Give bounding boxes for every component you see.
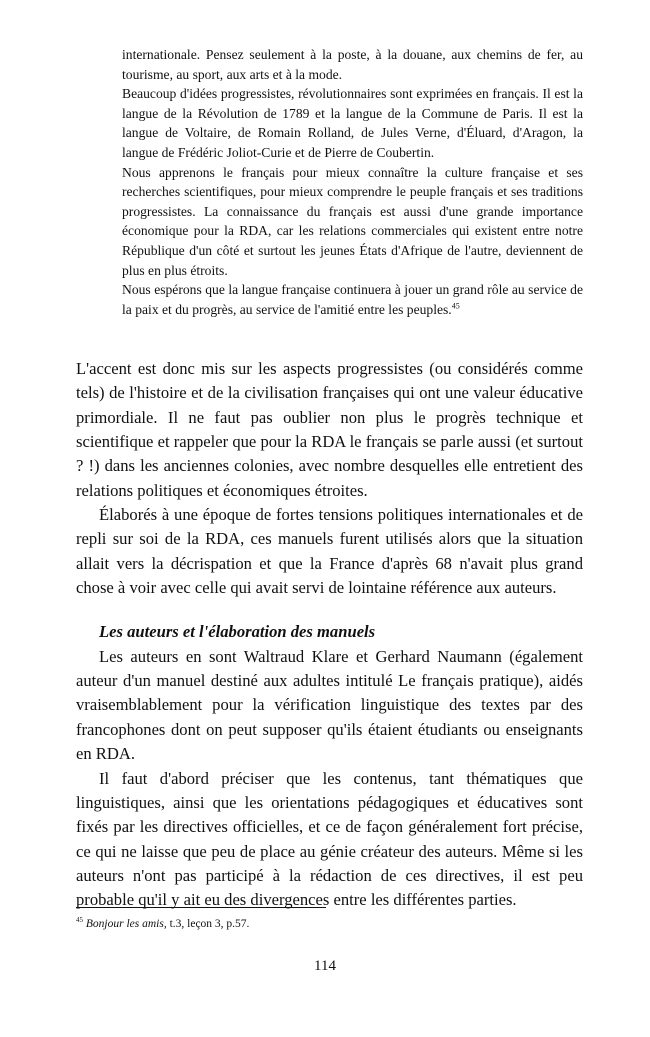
quote-paragraph-2: Beaucoup d'idées progressistes, révolutionnaires sont exprimées en français. Il est la langue de la Révolution de 1789 et la langue de la Commune de Paris. Il est la langue de Voltaire, de Romain Rolland, de Jules Verne, d'Éluard, d'Aragon, la langue de Frédéric Joliot-Curie et de Pierre de Coubertin. [122,86,583,160]
quote-paragraph-1: internationale. Pensez seulement à la poste, à la douane, aux chemins de fer, au tourisme, au sport, aux arts et à la mode. [122,47,583,82]
page-number: 114 [314,958,336,974]
main-text [76,357,583,913]
body-paragraph-1: L'accent est donc mis sur les aspects progressistes (ou considérés comme tels) de l'histoire et de la civilisation françaises qui ont une valeur éducative primordiale. Il ne faut pas oublier non plus le progrès technique et scientifique et rappeler que pour la RDA le français se parle aussi (et surtout ? !) dans les anciennes colonies, avec nombre desquelles elle entretient des relations politiques et économiques étroites. [76,359,583,500]
footnote-text: t.3, leçon 3, p.57. [166,918,250,930]
section-heading: Les auteurs et l'élaboration des manuels [99,622,376,642]
quote-paragraph-4-text: Nous espérons que la langue française continuera à jouer un grand rôle au service de la paix et du progrès, au service de l'amitié entre les peuples. [122,282,583,317]
footnote-separator [76,907,326,908]
footnote-number: 45 [76,916,83,925]
block-quotation [122,45,583,319]
footnote [76,917,583,932]
body-paragraph-3: Les auteurs en sont Waltraud Klare et Gerhard Naumann (également auteur d'un manuel destiné aux adultes intitulé Le français pratique), aidés vraisemblablement pour la vérification linguistique des textes par des francophones dont on peut supposer qu'ils étaient étudiants ou enseignants en RDA. [76,646,583,764]
body-paragraph-2: Élaborés à une époque de fortes tensions politiques internationales et de repli sur soi de la RDA, ces manuels furent utilisés alors que la situation allait vers la décrispation et que la France d'après 68 n'avait plus grand chose à voir avec celle qui avait servi de lointaine référence aux auteurs. [76,505,583,598]
footnote-reference[interactable]: 45 [451,301,460,311]
quote-paragraph-3: Nous apprenons le français pour mieux connaître la culture française et ses recherches scientifiques, pour mieux comprendre le peuple français et ses traditions progressistes. La connaissance du français est aussi d'une grande importance économique pour la RDA, car les relations commerciales qui existent entre notre République d'un côté et surtout les jeunes États d'Afrique de l'autre, deviennent de plus en plus étroits. [122,164,583,278]
footnote-title: Bonjour les amis, [85,918,167,930]
body-paragraph-4: Il faut d'abord préciser que les contenus, tant thématiques que linguistiques, ainsi que les orientations pédagogiques et éducatives sont fixés par les directives officielles, et ce de façon généralement fort précise, ce qui ne laisse que peu de place au génie créateur des auteurs. Même si les auteurs n'ont pas participé à la rédaction de ces directives, il est peu probable qu'il y ait eu des divergences entre les différentes parties. [76,768,583,910]
quote-paragraph-4 [122,280,583,319]
